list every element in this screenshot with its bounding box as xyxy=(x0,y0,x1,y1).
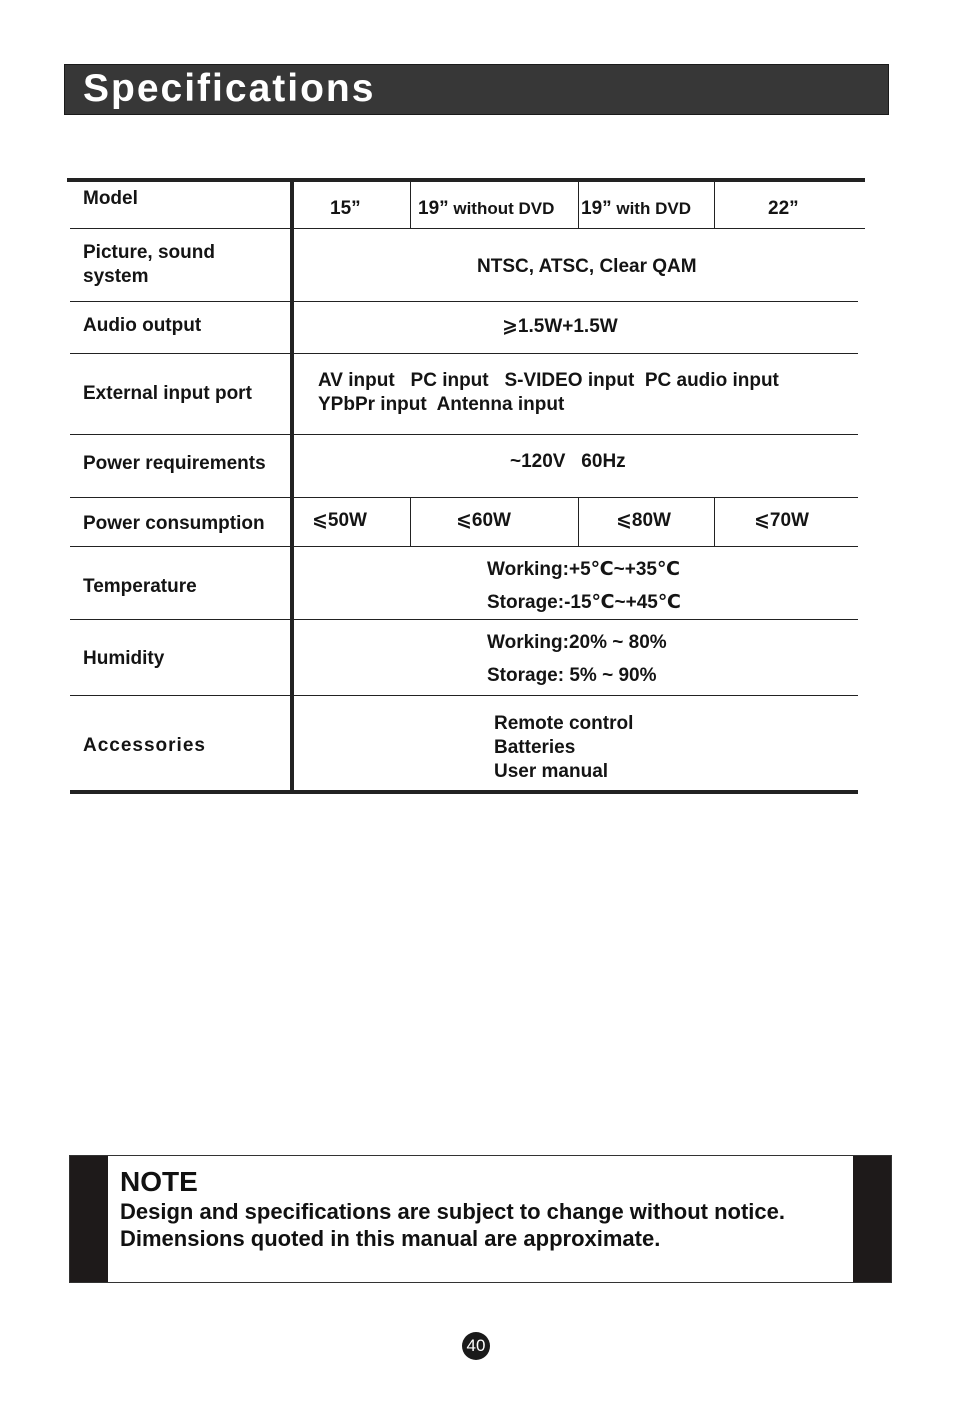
model-size: 19” xyxy=(581,198,612,219)
temperature-storage: Storage:-15℃~+45℃ xyxy=(487,592,681,613)
accessory-item: Batteries xyxy=(494,737,576,758)
row-divider xyxy=(70,434,858,435)
input-value-cont: YPbPr input Antenna input xyxy=(318,394,565,415)
model-column-separator xyxy=(410,180,411,228)
input-value: AV input PC input S-VIDEO input PC audio input xyxy=(318,370,779,391)
power-cons-value: ⩽50W xyxy=(312,510,367,531)
power-cons-label: Power consumption xyxy=(83,513,265,534)
picture-value: NTSC, ATSC, Clear QAM xyxy=(477,256,697,277)
power-req-value: ~120V 60Hz xyxy=(510,451,626,472)
accessories-label: Accessories xyxy=(83,735,206,756)
page-number: 40 xyxy=(462,1332,490,1360)
model-19-with-dvd xyxy=(581,197,691,221)
model-suffix: without DVD xyxy=(448,199,555,218)
row-divider xyxy=(70,301,858,302)
model-column-separator xyxy=(578,180,579,228)
power-column-separator xyxy=(410,497,411,546)
audio-value: ⩾1.5W+1.5W xyxy=(502,316,618,337)
note-left-bar xyxy=(70,1156,108,1282)
power-req-label: Power requirements xyxy=(83,453,266,474)
label-column-separator xyxy=(290,180,294,792)
row-divider xyxy=(70,619,858,620)
model-22 xyxy=(768,197,799,221)
model-column-separator xyxy=(714,180,715,228)
specifications-table xyxy=(70,178,865,794)
note-text-line: Dimensions quoted in this manual are approximate. xyxy=(120,1226,661,1251)
picture-label: Picture, sound xyxy=(83,242,215,263)
model-19-without-dvd xyxy=(418,197,554,221)
humidity-label: Humidity xyxy=(83,648,165,669)
audio-label: Audio output xyxy=(83,315,202,336)
model-size: 22” xyxy=(768,198,799,219)
power-cons-value: ⩽80W xyxy=(616,510,671,531)
model-15 xyxy=(330,197,361,221)
note-text-line: Design and specifications are subject to change without notice. xyxy=(120,1199,786,1224)
row-divider xyxy=(70,497,858,498)
note-right-bar xyxy=(853,1156,891,1282)
page-title: Specifications xyxy=(83,67,376,110)
row-divider xyxy=(70,353,858,354)
power-cons-value: ⩽60W xyxy=(456,510,511,531)
humidity-storage: Storage: 5% ~ 90% xyxy=(487,665,657,686)
accessory-item: User manual xyxy=(494,761,609,782)
table-top-rule xyxy=(67,178,865,182)
power-column-separator xyxy=(578,497,579,546)
accessory-item: Remote control xyxy=(494,713,634,734)
temperature-label: Temperature xyxy=(83,576,197,597)
power-cons-value: ⩽70W xyxy=(754,510,809,531)
note-title: NOTE xyxy=(120,1166,198,1197)
specifications-header xyxy=(64,64,889,115)
temperature-working: Working:+5℃~+35℃ xyxy=(487,559,680,580)
model-size: 15” xyxy=(330,198,361,219)
model-suffix: with DVD xyxy=(611,199,691,218)
input-label: External input port xyxy=(83,383,252,404)
row-divider xyxy=(70,546,858,547)
picture-label-cont: system xyxy=(83,266,149,287)
row-divider xyxy=(70,228,865,229)
table-bottom-rule xyxy=(70,790,858,794)
humidity-working: Working:20% ~ 80% xyxy=(487,632,667,653)
model-label: Model xyxy=(83,188,138,209)
note-box xyxy=(69,1155,892,1283)
power-column-separator xyxy=(714,497,715,546)
row-divider xyxy=(70,695,858,696)
model-size: 19” xyxy=(418,198,449,219)
